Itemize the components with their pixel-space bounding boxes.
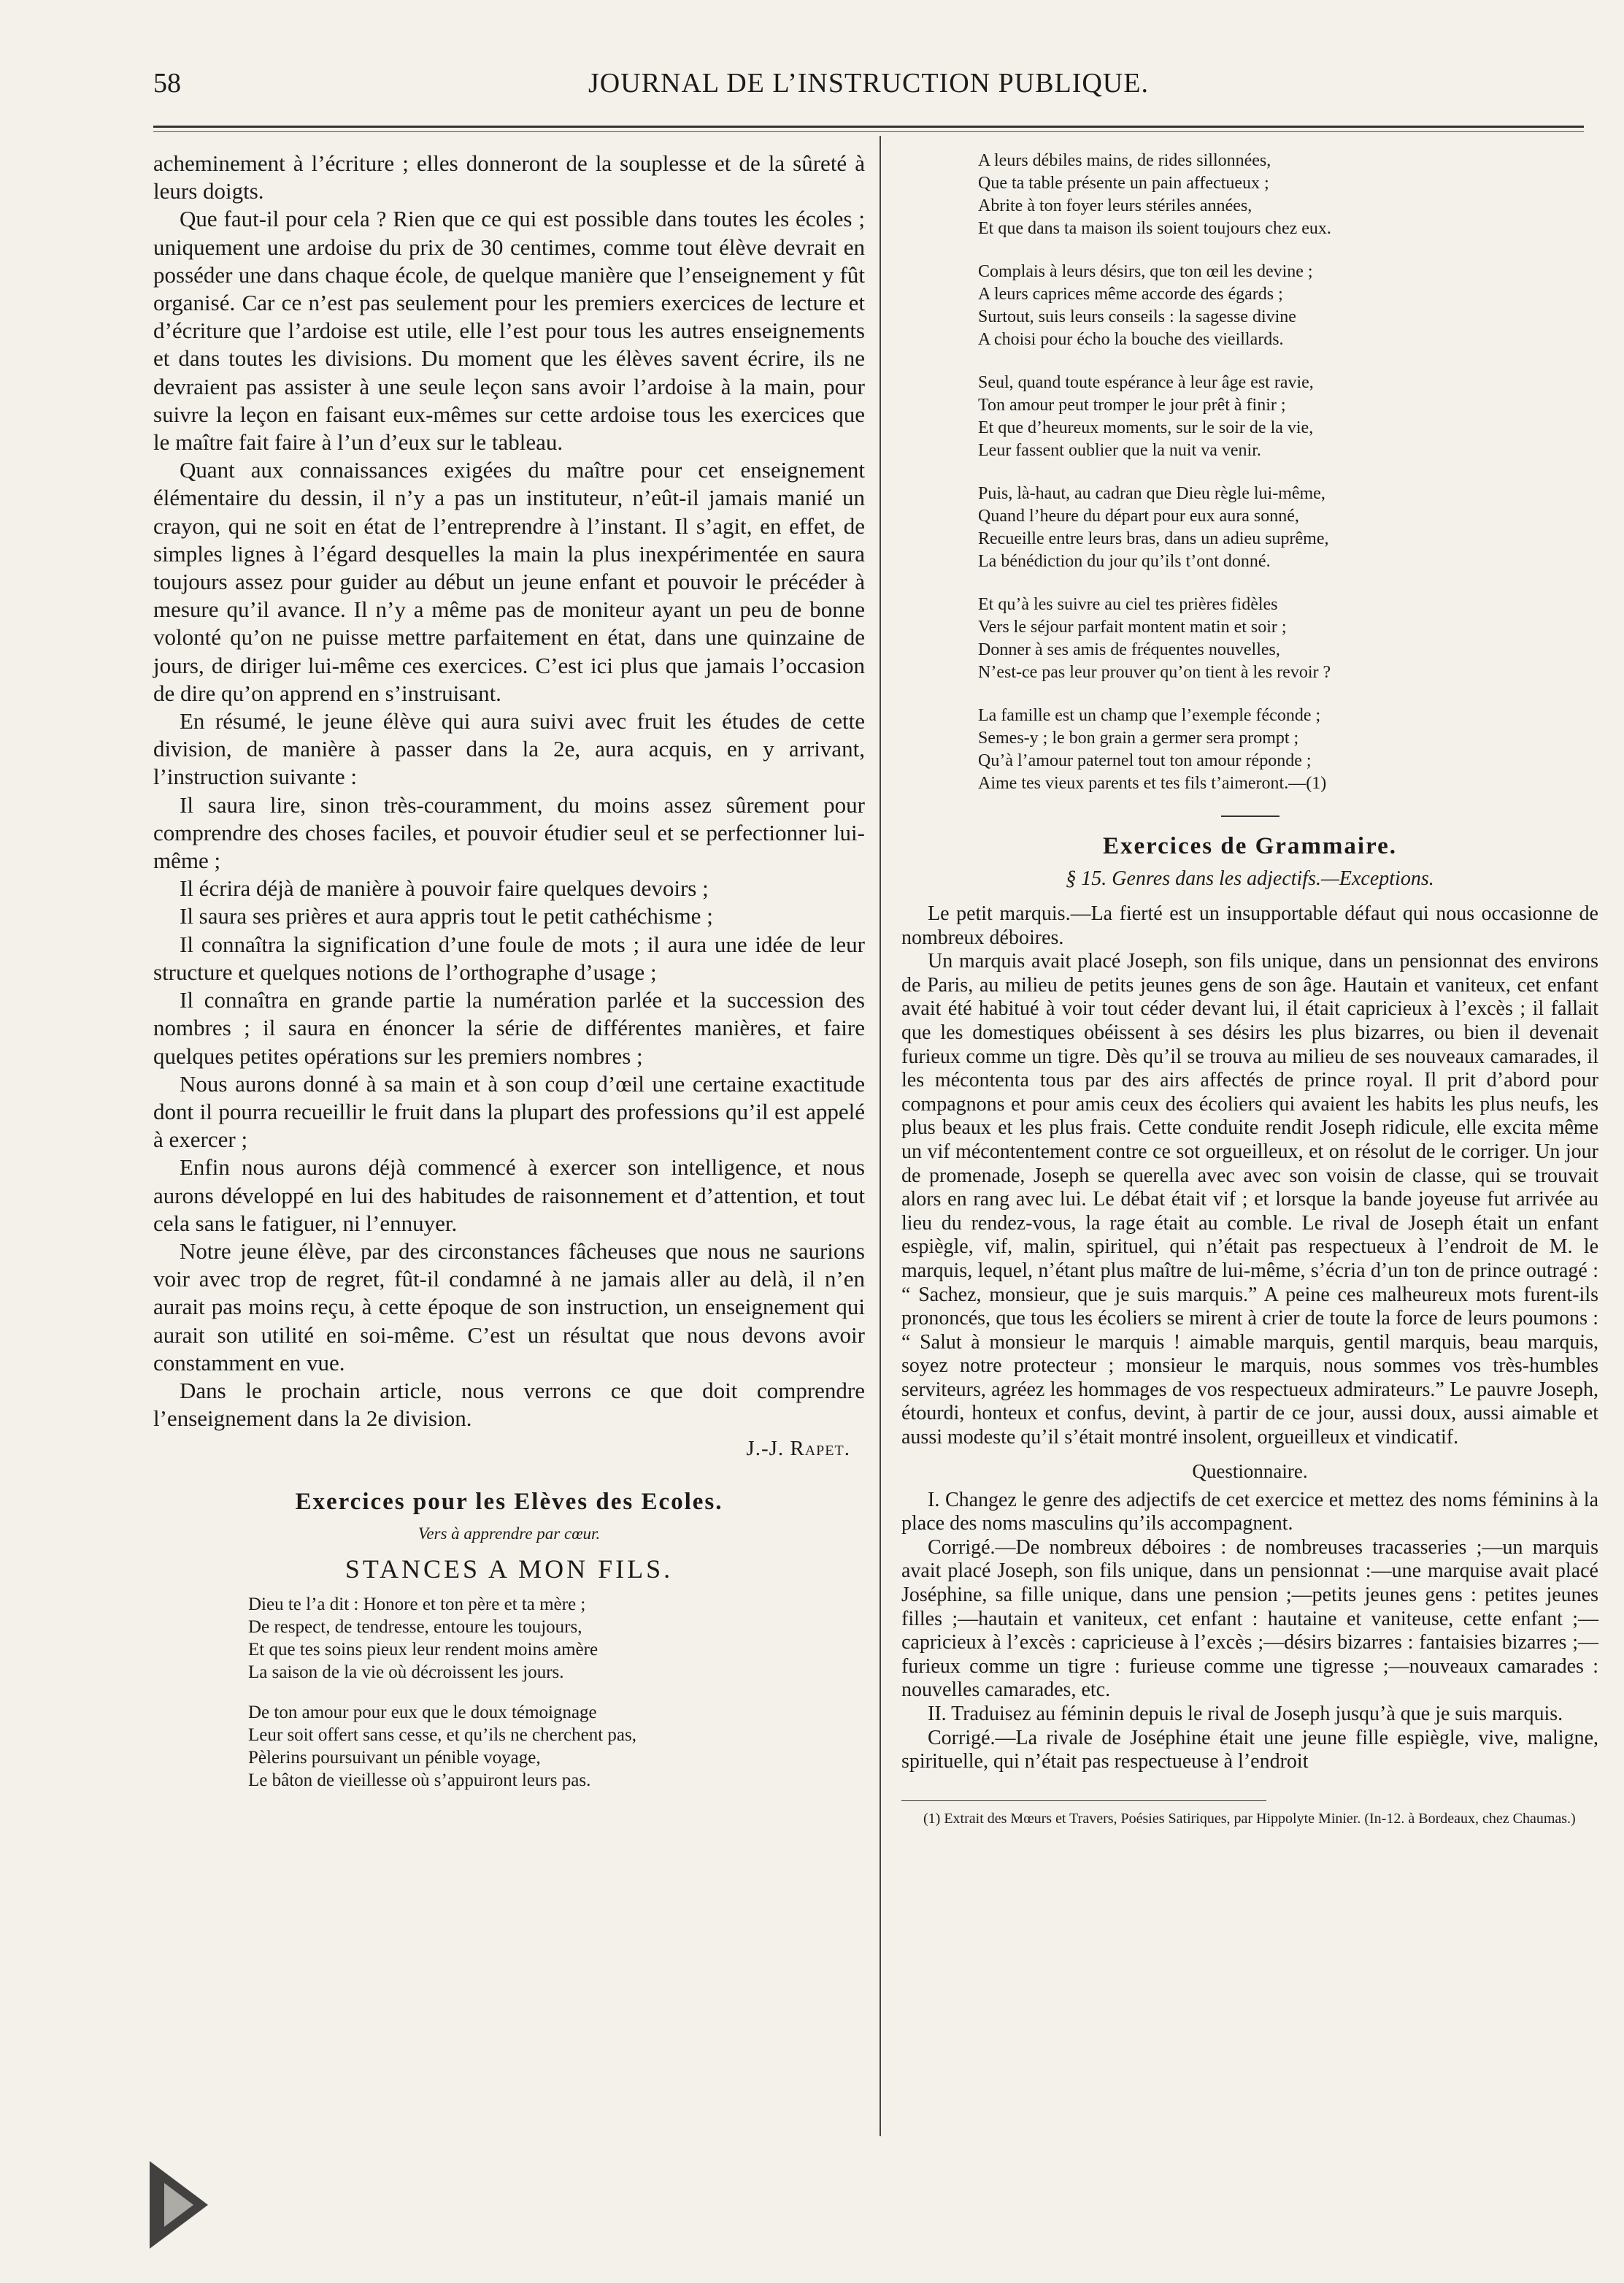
header-rule-thin	[153, 131, 1584, 132]
footnote-rule	[901, 1800, 1266, 1801]
verse-line: Leur soit offert sans cesse, et qu’ils ne cherchent pas,	[248, 1725, 636, 1746]
header-rule	[153, 126, 1584, 128]
verse-line: Complais à leurs désirs, que ton œil les devine ;	[978, 262, 1313, 281]
grammar-story	[901, 902, 1598, 1450]
verse-line: La bénédiction du jour qu’ils t’ont donné.	[978, 552, 1271, 571]
author-signature: J.-J. Rapet.	[746, 1437, 850, 1461]
verse-line: Abrite à ton foyer leurs stériles années,	[978, 196, 1252, 215]
answer: Corrigé.—De nombreux déboires : de nombreuses tracasseries ;—un marquis avait placé Joseph, son fils unique, dans un pensionnat :—une marquise avait placé Joséphine, sa fille unique, dans une pension ;—petits jeunes gens : petites jeunes filles ;—hautain et vaniteux, cet enfant : hautaine et vaniteuse, cette enfant ;—capricieux à l’excès : capricieuse à l’excès ;—désirs bizarres : fantaisies bizarres ;—furieux comme un tigre : furieuse comme une tigresse ;—nouveaux camarades : nouvelles camarades, etc.	[901, 1535, 1598, 1702]
verse-line: Vers le séjour parfait montent matin et soir ;	[978, 618, 1287, 637]
questionnaire-heading: Questionnaire.	[1192, 1459, 1308, 1482]
paragraph: Il saura lire, sinon très-couramment, du moins assez sûrement pour comprendre des choses faciles, et pouvoir étudier seul et se perfectionner lui-même ;	[153, 791, 865, 874]
poem-stanza	[978, 705, 1598, 795]
verse-line: Puis, là-haut, au cadran que Dieu règle lui-même,	[978, 484, 1325, 503]
poem-stanza	[248, 1701, 865, 1792]
verse-line: Et qu’à les suivre au ciel tes prières fidèles	[978, 595, 1278, 614]
paragraph: acheminement à l’écriture ; elles donneront de la souplesse et de la sûreté à leurs doigts.	[153, 150, 865, 204]
section-heading: Exercices pour les Elèves des Ecoles.	[295, 1489, 723, 1516]
paragraph: Il connaîtra la signification d’une foule de mots ; il aura une idée de leur structure et quelques notions de l’orthographe d’usage ;	[153, 931, 865, 985]
verse-line: Aime tes vieux parents et tes fils t’aimeront.—(1)	[978, 774, 1327, 793]
running-title: JOURNAL DE L’INSTRUCTION PUBLIQUE.	[588, 68, 1149, 99]
library-stamp-mark	[142, 2154, 215, 2256]
verse-line: La famille est un champ que l’exemple féconde ;	[978, 706, 1321, 725]
right-column	[901, 150, 1598, 1827]
verse-line: Que ta table présente un pain affectueux ;	[978, 174, 1269, 193]
verse-line: A leurs débiles mains, de rides sillonnées,	[978, 151, 1271, 170]
verse-line: Leur fassent oublier que la nuit va venir.	[978, 441, 1261, 460]
verse-line: Et que tes soins pieux leur rendent moins amère	[248, 1640, 599, 1660]
verse-line: Dieu te l’a dit : Honore et ton père et ta mère ;	[248, 1595, 586, 1615]
verse-line: De ton amour pour eux que le doux témoignage	[248, 1703, 597, 1723]
poem-stanza	[978, 261, 1598, 351]
article-body	[153, 150, 865, 1432]
verse-line: Ton amour peut tromper le jour prêt à finir ;	[978, 396, 1286, 415]
poem-stanza	[248, 1593, 865, 1684]
poem-title: STANCES A MON FILS.	[345, 1554, 674, 1584]
verse-line: Et que dans ta maison ils soient toujours chez eux.	[978, 219, 1331, 238]
footnote: (1) Extrait des Mœurs et Travers, Poésies Satiriques, par Hippolyte Minier. (In-12. à Bordeaux, chez Chaumas.)	[923, 1810, 1576, 1827]
verse-line: Le bâton de vieillesse où s’appuiront leurs pas.	[248, 1770, 591, 1791]
section-separator	[1221, 816, 1279, 817]
paragraph: Nous aurons donné à sa main et à son coup d’œil une certaine exactitude dont il pourra recueillir le fruit dans la plupart des professions qu’il est appelé à exercer ;	[153, 1070, 865, 1153]
verse-line: Donner à ses amis de fréquentes nouvelles,	[978, 640, 1280, 659]
column-divider	[880, 136, 881, 2136]
verse-line: Pèlerins poursuivant un pénible voyage,	[248, 1748, 541, 1768]
verse-line: Recueille entre leurs bras, dans un adieu suprême,	[978, 529, 1329, 548]
verse-line: Qu’à l’amour paternel tout ton amour réponde ;	[978, 751, 1312, 770]
answer: Corrigé.—La rivale de Joséphine était une jeune fille espiègle, vive, maligne, spirituelle, qui n’était pas respectueuse à l’endroit	[901, 1726, 1598, 1773]
page-header	[153, 67, 1584, 111]
paragraph: Que faut-il pour cela ? Rien que ce qui est possible dans toutes les écoles ; uniquement une ardoise du prix de 30 centimes, comme tout élève devrait en posséder une dans chaque école, de quelque manière que l’enseignement y fût organisé. Car ce n’est pas seulement pour les premiers exercices de lecture et d’écriture que l’ardoise est utile, elle l’est pour tous les autres enseignements et dans toutes les divisions. Du moment que les élèves savent écrire, ils ne devraient pas assister à une seule leçon sans avoir l’ardoise à la main, pour suivre la leçon en faisant eux-mêmes sur cette ardoise tous les exercices que le maître fait faire à l’un d’eux sur le tableau.	[153, 206, 865, 456]
verse-line: Et que d’heureux moments, sur le soir de la vie,	[978, 418, 1314, 437]
paragraph: Il saura ses prières et aura appris tout le petit cathéchisme ;	[180, 903, 713, 929]
poem-stanza	[978, 150, 1598, 240]
lesson-title: § 15. Genres dans les adjectifs.—Exceptions.	[1066, 867, 1434, 890]
poem-stanza	[978, 372, 1598, 462]
questionnaire	[901, 1489, 1598, 1774]
verse-line: N’est-ce pas leur prouver qu’on tient à les revoir ?	[978, 663, 1331, 682]
paragraph: Quant aux connaissances exigées du maître pour cet enseignement élémentaire du dessin, il n’y a pas un instituteur, n’eût-il jamais manié un crayon, qui ne soit en état de l’entreprendre à l’instant. Il s’agit, en effet, de simples lignes à l’égard desquelles la main la plus inexpérimentée en saura toujours assez pour guider au début un jeune enfant et pouvoir le précéder à mesure qu’il avance. Il n’y a même pas de moniteur ayant un peu de bonne volonté qu’on ne puisse mettre parfaitement en état, dans une quinzaine de jours, de diriger lui-même ces exercices. C’est ici plus que jamais l’occasion de dire qu’on apprend en s’instruisant.	[153, 457, 865, 706]
verse-line: De respect, de tendresse, entoure les toujours,	[248, 1617, 582, 1638]
paragraph: Enfin nous aurons déjà commencé à exercer son intelligence, et nous aurons développé en lui des habitudes de raisonnement et d’attention, et tout cela sans le fatiguer, ni l’ennuyer.	[153, 1154, 865, 1236]
question: I. Changez le genre des adjectifs de cet exercice et mettez des noms féminins à la place des noms masculins qu’ils accompagnent.	[901, 1488, 1598, 1535]
verse-line: La saison de la vie où décroissent les jours.	[248, 1662, 564, 1683]
paragraph: En résumé, le jeune élève qui aura suivi avec fruit les études de cette division, de manière à passer dans la 2e, aura acquis, en y arrivant, l’instruction suivante :	[153, 708, 865, 790]
verse-line: Seul, quand toute espérance à leur âge est ravie,	[978, 373, 1314, 392]
section-heading: Exercices de Grammaire.	[1102, 833, 1398, 859]
verse-line: Surtout, suis leurs conseils : la sagesse divine	[978, 307, 1296, 326]
verse-line: Quand l’heure du départ pour eux aura sonné,	[978, 507, 1299, 526]
page-number: 58	[153, 68, 181, 99]
paragraph: Notre jeune élève, par des circonstances fâcheuses que nous ne saurions voir avec trop de regret, fût-il condamné à ne jamais aller au delà, il n’en aurait pas moins reçu, à cette époque de son instruction, un enseignement qui aurait son utilité en soi-même. C’est un résultat que nous devons avoir constamment en vue.	[153, 1238, 865, 1375]
paragraph: Le petit marquis.—La fierté est un insupportable défaut qui nous occasionne de nombreux déboires.	[901, 902, 1598, 949]
verse-line: Semes-y ; le bon grain a germer sera prompt ;	[978, 729, 1299, 748]
left-column	[153, 150, 865, 1809]
question: II. Traduisez au féminin depuis le rival de Joseph jusqu’à que je suis marquis.	[928, 1703, 1563, 1725]
poem-stanza	[978, 594, 1598, 684]
paragraph: Il connaîtra en grande partie la numération parlée et la succession des nombres ; il saura en énoncer la série de différentes manières, et faire quelques petites opérations sur les premiers nombres ;	[153, 987, 865, 1069]
verse-line: A choisi pour écho la bouche des vieillards.	[978, 330, 1284, 349]
paragraph: Il écrira déjà de manière à pouvoir faire quelques devoirs ;	[180, 875, 709, 902]
verse-line: A leurs caprices même accorde des égards ;	[978, 285, 1283, 304]
poem-stanza	[978, 483, 1598, 573]
sub-heading: Vers à apprendre par cœur.	[417, 1524, 601, 1543]
paragraph: Dans le prochain article, nous verrons ce que doit comprendre l’enseignement dans la 2e division.	[153, 1377, 865, 1432]
paragraph: Un marquis avait placé Joseph, son fils unique, dans un pensionnat des environs de Paris, au milieu de petits jeunes gens de son âge. Hautain et vaniteux, cet enfant avait été habitué à voir tout céder devant lui, il était capricieux à l’excès ; il fallait que les domestiques obéissent à ses désirs les plus bizarres, ou bien il devenait furieux comme un tigre. Dès qu’il se trouva au milieu de ses nouveaux camarades, il les mécontenta tous par des airs affectés de prince royal. Il prit d’abord pour compagnons et pour amis ceux des écoliers qui avaient les habits les plus neufs, les plus beaux et les plus frais. Cette conduite rendit Joseph ridicule, elle excita même un vif mécontentement contre ce sot orgueilleux, et on résolut de le corriger. Un jour de promenade, Joseph se querella avec avec son voisin de classe, qui se trouvait alors en rang avec lui. Le débat était vif ; et lorsque la bande joyeuse fut arrivée au lieu du rendez-vous, la rage était au comble. Le rival de Joseph était un enfant espiègle, vif, malin, spirituel, qui n’était pas respectueux à l’endroit de M. le marquis, lequel, n’étant plus maître de lui-même, s’écria d’un ton de prince outragé : “ Sachez, monsieur, que je suis marquis.” A peine ces malheureux mots furent-ils prononcés, que tous les écoliers se mirent à crier de toute la force de leurs poumons : “ Salut à monsieur le marquis ! aimable marquis, gentil marquis, beau marquis, soyez notre protecteur ; monsieur le marquis, nous sommes vos très-humbles serviteurs, agréez les hommages de vos respectueux admirateurs.” Le pauvre Joseph, étourdi, honteux et confus, devint, à partir de ce jour, aussi doux, aussi aimable et aussi modeste qu’il s’était montré insolent, orgueilleux et vindicatif.	[901, 950, 1598, 1449]
